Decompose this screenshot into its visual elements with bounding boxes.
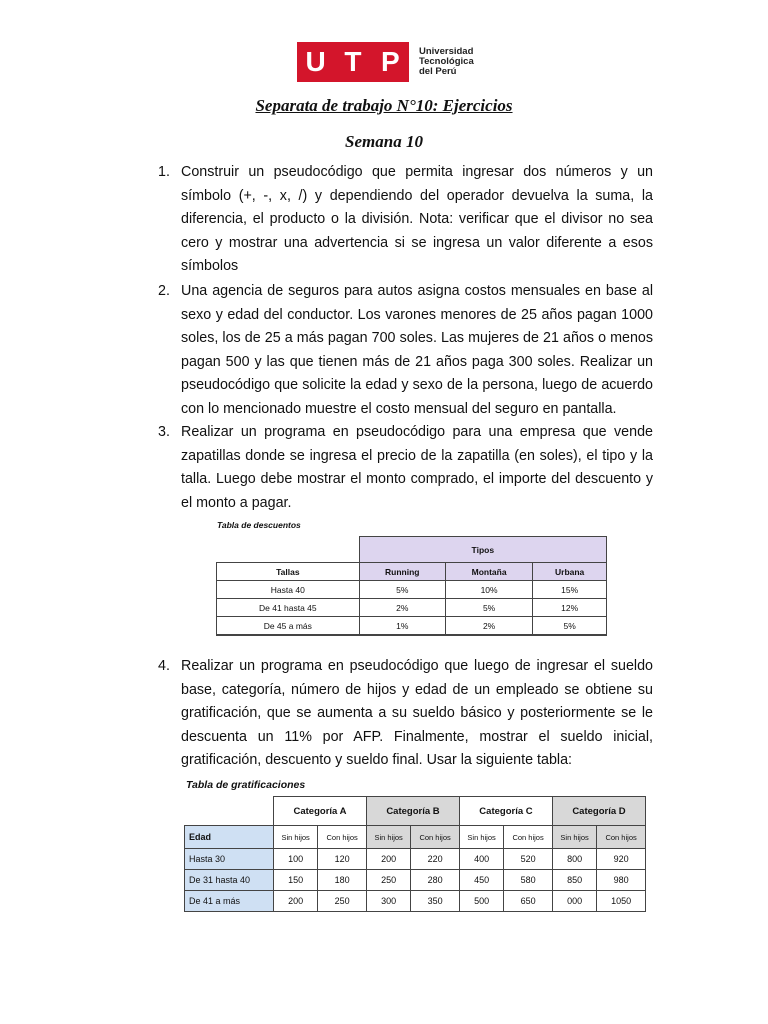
- sub-header: Sin hijos: [552, 826, 596, 849]
- exercise-text: Realizar un programa en pseudocódigo para una empresa que vende zapatillas donde se ingresa el precio de la zapatilla (en soles), el tipo y la talla. Luego debe mostrar el monto comprado, el importe del descuento y el monto a pagar.: [181, 424, 653, 511]
- sub-header: Sin hijos: [459, 826, 503, 849]
- exercise-4: [158, 655, 653, 773]
- table-cell: 450: [459, 870, 503, 891]
- sub-header: Con hijos: [411, 826, 460, 849]
- row-label: De 41 hasta 45: [217, 599, 360, 617]
- table-cell: 5%: [533, 617, 607, 636]
- table-cell: 200: [274, 891, 318, 912]
- category-header: Categoría C: [459, 797, 552, 826]
- table-cell: 250: [366, 870, 410, 891]
- category-header: Categoría A: [274, 797, 367, 826]
- exercise-number: 3.: [158, 424, 170, 440]
- table-cell: 2%: [359, 599, 445, 617]
- category-header: Categoría D: [552, 797, 645, 826]
- document-subtitle: Semana 10: [345, 132, 423, 151]
- utp-logo-mark: U T P: [297, 42, 409, 82]
- utp-logo-text: Universidad Tecnológica del Perú: [419, 46, 474, 77]
- table-cell: 120: [318, 849, 367, 870]
- table-row: [217, 617, 607, 636]
- sub-header: Con hijos: [318, 826, 367, 849]
- sub-header: Con hijos: [597, 826, 646, 849]
- table-row: [185, 849, 646, 870]
- table-cell: 920: [597, 849, 646, 870]
- row-label: De 45 a más: [217, 617, 360, 636]
- exercise-number: 2.: [158, 283, 170, 299]
- table-cell: 980: [597, 870, 646, 891]
- table-cell: 500: [459, 891, 503, 912]
- table-cell: 100: [274, 849, 318, 870]
- table-cell: 520: [504, 849, 553, 870]
- table-cell: 400: [459, 849, 503, 870]
- table-cell: 150: [274, 870, 318, 891]
- bonus-table-caption: Tabla de gratificaciones: [186, 779, 306, 791]
- exercise-3: [158, 421, 653, 515]
- table-cell: 1050: [597, 891, 646, 912]
- row-header: Edad: [185, 826, 274, 849]
- table-row: [185, 891, 646, 912]
- exercise-number: 4.: [158, 658, 170, 674]
- table-cell: 2%: [445, 617, 532, 636]
- exercise-number: 1.: [158, 164, 170, 180]
- table-cell: 5%: [359, 581, 445, 599]
- table-cell: 200: [366, 849, 410, 870]
- row-header: Tallas: [217, 563, 360, 581]
- table-row: [217, 599, 607, 617]
- table-cell: 350: [411, 891, 460, 912]
- table-cell: 220: [411, 849, 460, 870]
- table-cell: 12%: [533, 599, 607, 617]
- discount-table-caption: Tabla de descuentos: [217, 520, 301, 530]
- table-cell: 180: [318, 870, 367, 891]
- table-cell: 580: [504, 870, 553, 891]
- exercise-text: Una agencia de seguros para autos asigna costos mensuales en base al sexo y edad del conductor. Los varones menores de 25 años pagan 1000 soles, los de 25 a más pagan 700 soles. Las mujeres de 21 años o menos pagan 500 y las que tienen más de 21 años paga 300 soles. Realizar un pseudocódigo que solicite la edad y sexo de la persona, luego de acuerdo con lo mencionado muestre el costo mensual del seguro en pantalla.: [181, 283, 653, 417]
- table-cell: 250: [318, 891, 367, 912]
- table-corner: [185, 797, 274, 826]
- exercise-1: [158, 161, 653, 279]
- row-label: Hasta 30: [185, 849, 274, 870]
- table-row: [217, 581, 607, 599]
- table-cell: 5%: [445, 599, 532, 617]
- exercise-text: Construir un pseudocódigo que permita ingresar dos números y un símbolo (+, -, x, /) y dependiendo del operador devuelva la suma, la diferencia, el producto o la división. Nota: verificar que el divisor no sea cero y mostrar una advertencia si se ingresa un valor diferente a esos símbolos: [181, 164, 653, 274]
- group-header: Tipos: [359, 537, 606, 563]
- sub-header: Sin hijos: [366, 826, 410, 849]
- row-label: De 31 hasta 40: [185, 870, 274, 891]
- bonus-table: [184, 796, 646, 912]
- sub-header: Con hijos: [504, 826, 553, 849]
- column-header: Montaña: [445, 563, 532, 581]
- table-row: [185, 870, 646, 891]
- row-label: De 41 a más: [185, 891, 274, 912]
- table-cell: 300: [366, 891, 410, 912]
- table-cell: 1%: [359, 617, 445, 636]
- table-cell: 10%: [445, 581, 532, 599]
- exercise-2: [158, 280, 653, 421]
- document-title: Separata de trabajo N°10: Ejercicios: [255, 96, 513, 115]
- column-header: Running: [359, 563, 445, 581]
- table-cell: 15%: [533, 581, 607, 599]
- table-cell: 650: [504, 891, 553, 912]
- table-cell: 800: [552, 849, 596, 870]
- exercise-text: Realizar un programa en pseudocódigo que luego de ingresar el sueldo base, categoría, número de hijos y edad de un empleado se obtiene su gratificación, que se aumenta a su sueldo básico y posteriormente se le descuenta un 11% por AFP. Finalmente, mostrar el sueldo inicial, gratificación, descuento y sueldo final. Usar la siguiente tabla:: [181, 658, 653, 768]
- sub-header: Sin hijos: [274, 826, 318, 849]
- column-header: Urbana: [533, 563, 607, 581]
- category-header: Categoría B: [366, 797, 459, 826]
- discount-table: [216, 536, 607, 636]
- row-label: Hasta 40: [217, 581, 360, 599]
- table-cell: 000: [552, 891, 596, 912]
- table-cell: 850: [552, 870, 596, 891]
- utp-logo: [297, 42, 474, 82]
- table-cell: 280: [411, 870, 460, 891]
- table-corner: [217, 537, 360, 563]
